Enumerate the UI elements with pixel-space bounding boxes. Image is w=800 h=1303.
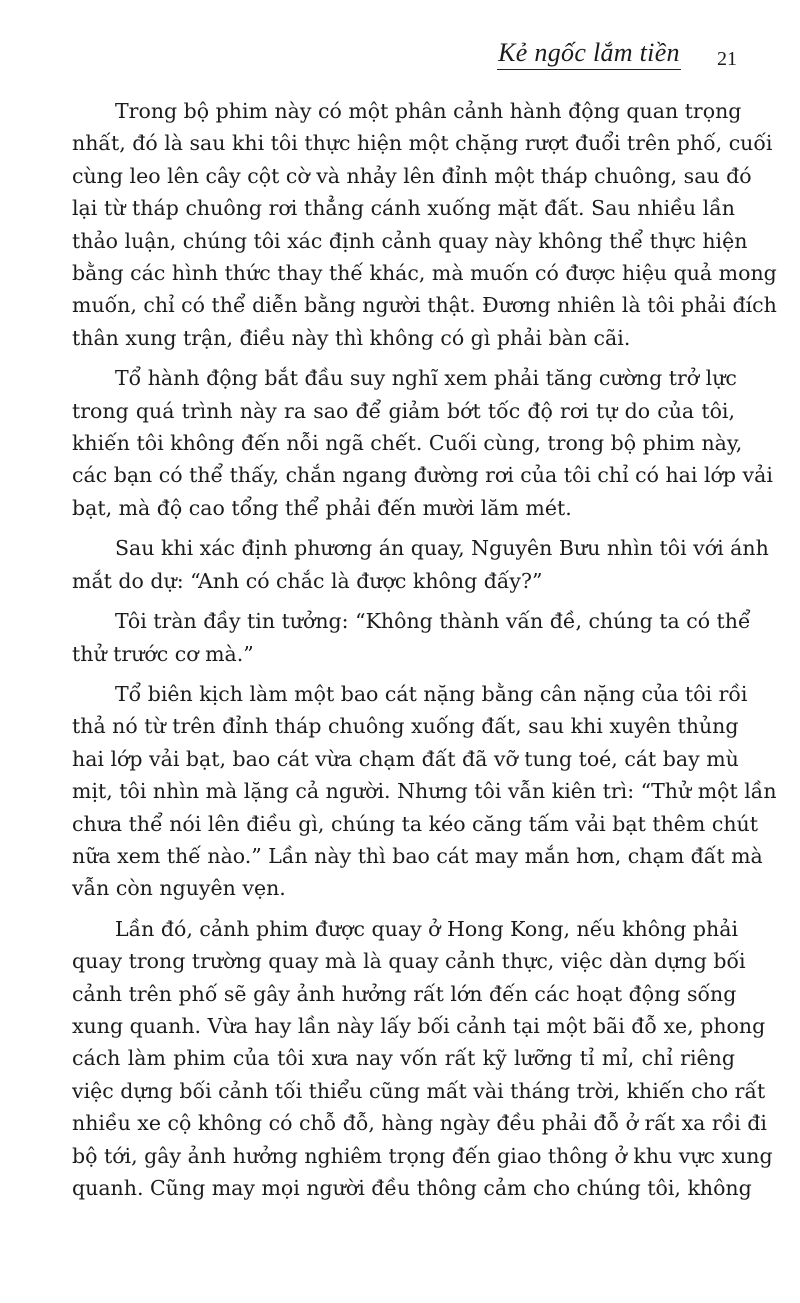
- paragraph: [72, 605, 751, 670]
- text-line: cách làm phim của tôi xưa nay vốn rất kỹ lưỡng tỉ mỉ, chỉ riêng: [72, 1046, 735, 1071]
- text-line: quay trong trường quay mà là quay cảnh thực, việc dàn dựng bối: [72, 949, 746, 974]
- text-line: muốn, chỉ có thể diễn bằng người thật. Đương nhiên là tôi phải đích: [72, 293, 777, 318]
- paragraph: [72, 678, 777, 905]
- body-text: [72, 95, 777, 1212]
- text-line: chưa thể nói lên điều gì, chúng ta kéo căng tấm vải bạt thêm chút: [72, 811, 758, 836]
- text-line: khiến tôi không đến nỗi ngã chết. Cuối cùng, trong bộ phim này,: [72, 431, 743, 456]
- text-line: cảnh trên phố sẽ gây ảnh hưởng rất lớn đến các hoạt động sống: [72, 981, 737, 1006]
- text-line: bộ tới, gây ảnh hưởng nghiêm trọng đến giao thông ở khu vực xung: [72, 1143, 773, 1168]
- text-line: cùng leo lên cây cột cờ và nhảy lên đỉnh một tháp chuông, sau đó: [72, 163, 752, 188]
- text-line: bằng các hình thức thay thế khác, mà muốn có được hiệu quả mong: [72, 261, 777, 286]
- paragraph: [72, 362, 773, 524]
- text-line: thân xung trận, điều này thì không có gì phải bàn cãi.: [72, 325, 631, 350]
- text-line: nhiều xe cộ không có chỗ đỗ, hàng ngày đều phải đỗ ở rất xa rồi đi: [72, 1111, 767, 1136]
- text-line: hai lớp vải bạt, bao cát vừa chạm đất đã vỡ tung toé, cát bay mù: [72, 746, 739, 771]
- paragraph: [72, 95, 777, 354]
- text-line: Tổ hành động bắt đầu suy nghĩ xem phải tăng cường trở lực: [115, 366, 737, 391]
- page-number: 21: [717, 48, 737, 70]
- text-line: xung quanh. Vừa hay lần này lấy bối cảnh tại một bãi đỗ xe, phong: [72, 1013, 766, 1038]
- text-line: bạt, mà độ cao tổng thể phải đến mười lăm mét.: [72, 495, 572, 520]
- paragraph: [72, 532, 769, 597]
- text-line: Tổ biên kịch làm một bao cát nặng bằng cân nặng của tôi rồi: [115, 681, 748, 706]
- page-header: [497, 38, 741, 74]
- running-title: Kẻ ngốc lắm tiền: [497, 38, 681, 70]
- text-line: nữa xem thế nào.” Lần này thì bao cát may mắn hơn, chạm đất mà: [72, 843, 763, 868]
- text-line: Sau khi xác định phương án quay, Nguyên Bưu nhìn tôi với ánh: [115, 536, 769, 561]
- text-line: Tôi tràn đầy tin tưởng: “Không thành vấn đề, chúng ta có thể: [115, 609, 751, 634]
- text-line: nhất, đó là sau khi tôi thực hiện một chặng rượt đuổi trên phố, cuối: [72, 131, 773, 156]
- paragraph: [72, 913, 773, 1205]
- text-line: lại từ tháp chuông rơi thẳng cánh xuống mặt đất. Sau nhiều lần: [72, 196, 735, 221]
- text-line: việc dựng bối cảnh tối thiểu cũng mất vài tháng trời, khiến cho rất: [72, 1078, 766, 1103]
- text-line: mịt, tôi nhìn mà lặng cả người. Nhưng tôi vẫn kiên trì: “Thử một lần: [72, 779, 777, 804]
- text-line: mắt do dự: “Anh có chắc là được không đấy?”: [72, 568, 543, 593]
- text-line: thảo luận, chúng tôi xác định cảnh quay này không thể thực hiện: [72, 228, 748, 253]
- text-line: trong quá trình này ra sao để giảm bớt tốc độ rơi tự do của tôi,: [72, 398, 735, 423]
- text-line: vẫn còn nguyên vẹn.: [72, 876, 286, 901]
- text-line: các bạn có thể thấy, chắn ngang đường rơi của tôi chỉ có hai lớp vải: [72, 463, 773, 488]
- text-line: quanh. Cũng may mọi người đều thông cảm cho chúng tôi, không: [72, 1176, 752, 1200]
- text-line: Trong bộ phim này có một phân cảnh hành động quan trọng: [115, 99, 742, 123]
- text-line: Lần đó, cảnh phim được quay ở Hong Kong, nếu không phải: [115, 916, 738, 941]
- text-line: thả nó từ trên đỉnh tháp chuông xuống đất, sau khi xuyên thủng: [72, 714, 739, 739]
- text-line: thử trước cơ mà.”: [72, 641, 254, 666]
